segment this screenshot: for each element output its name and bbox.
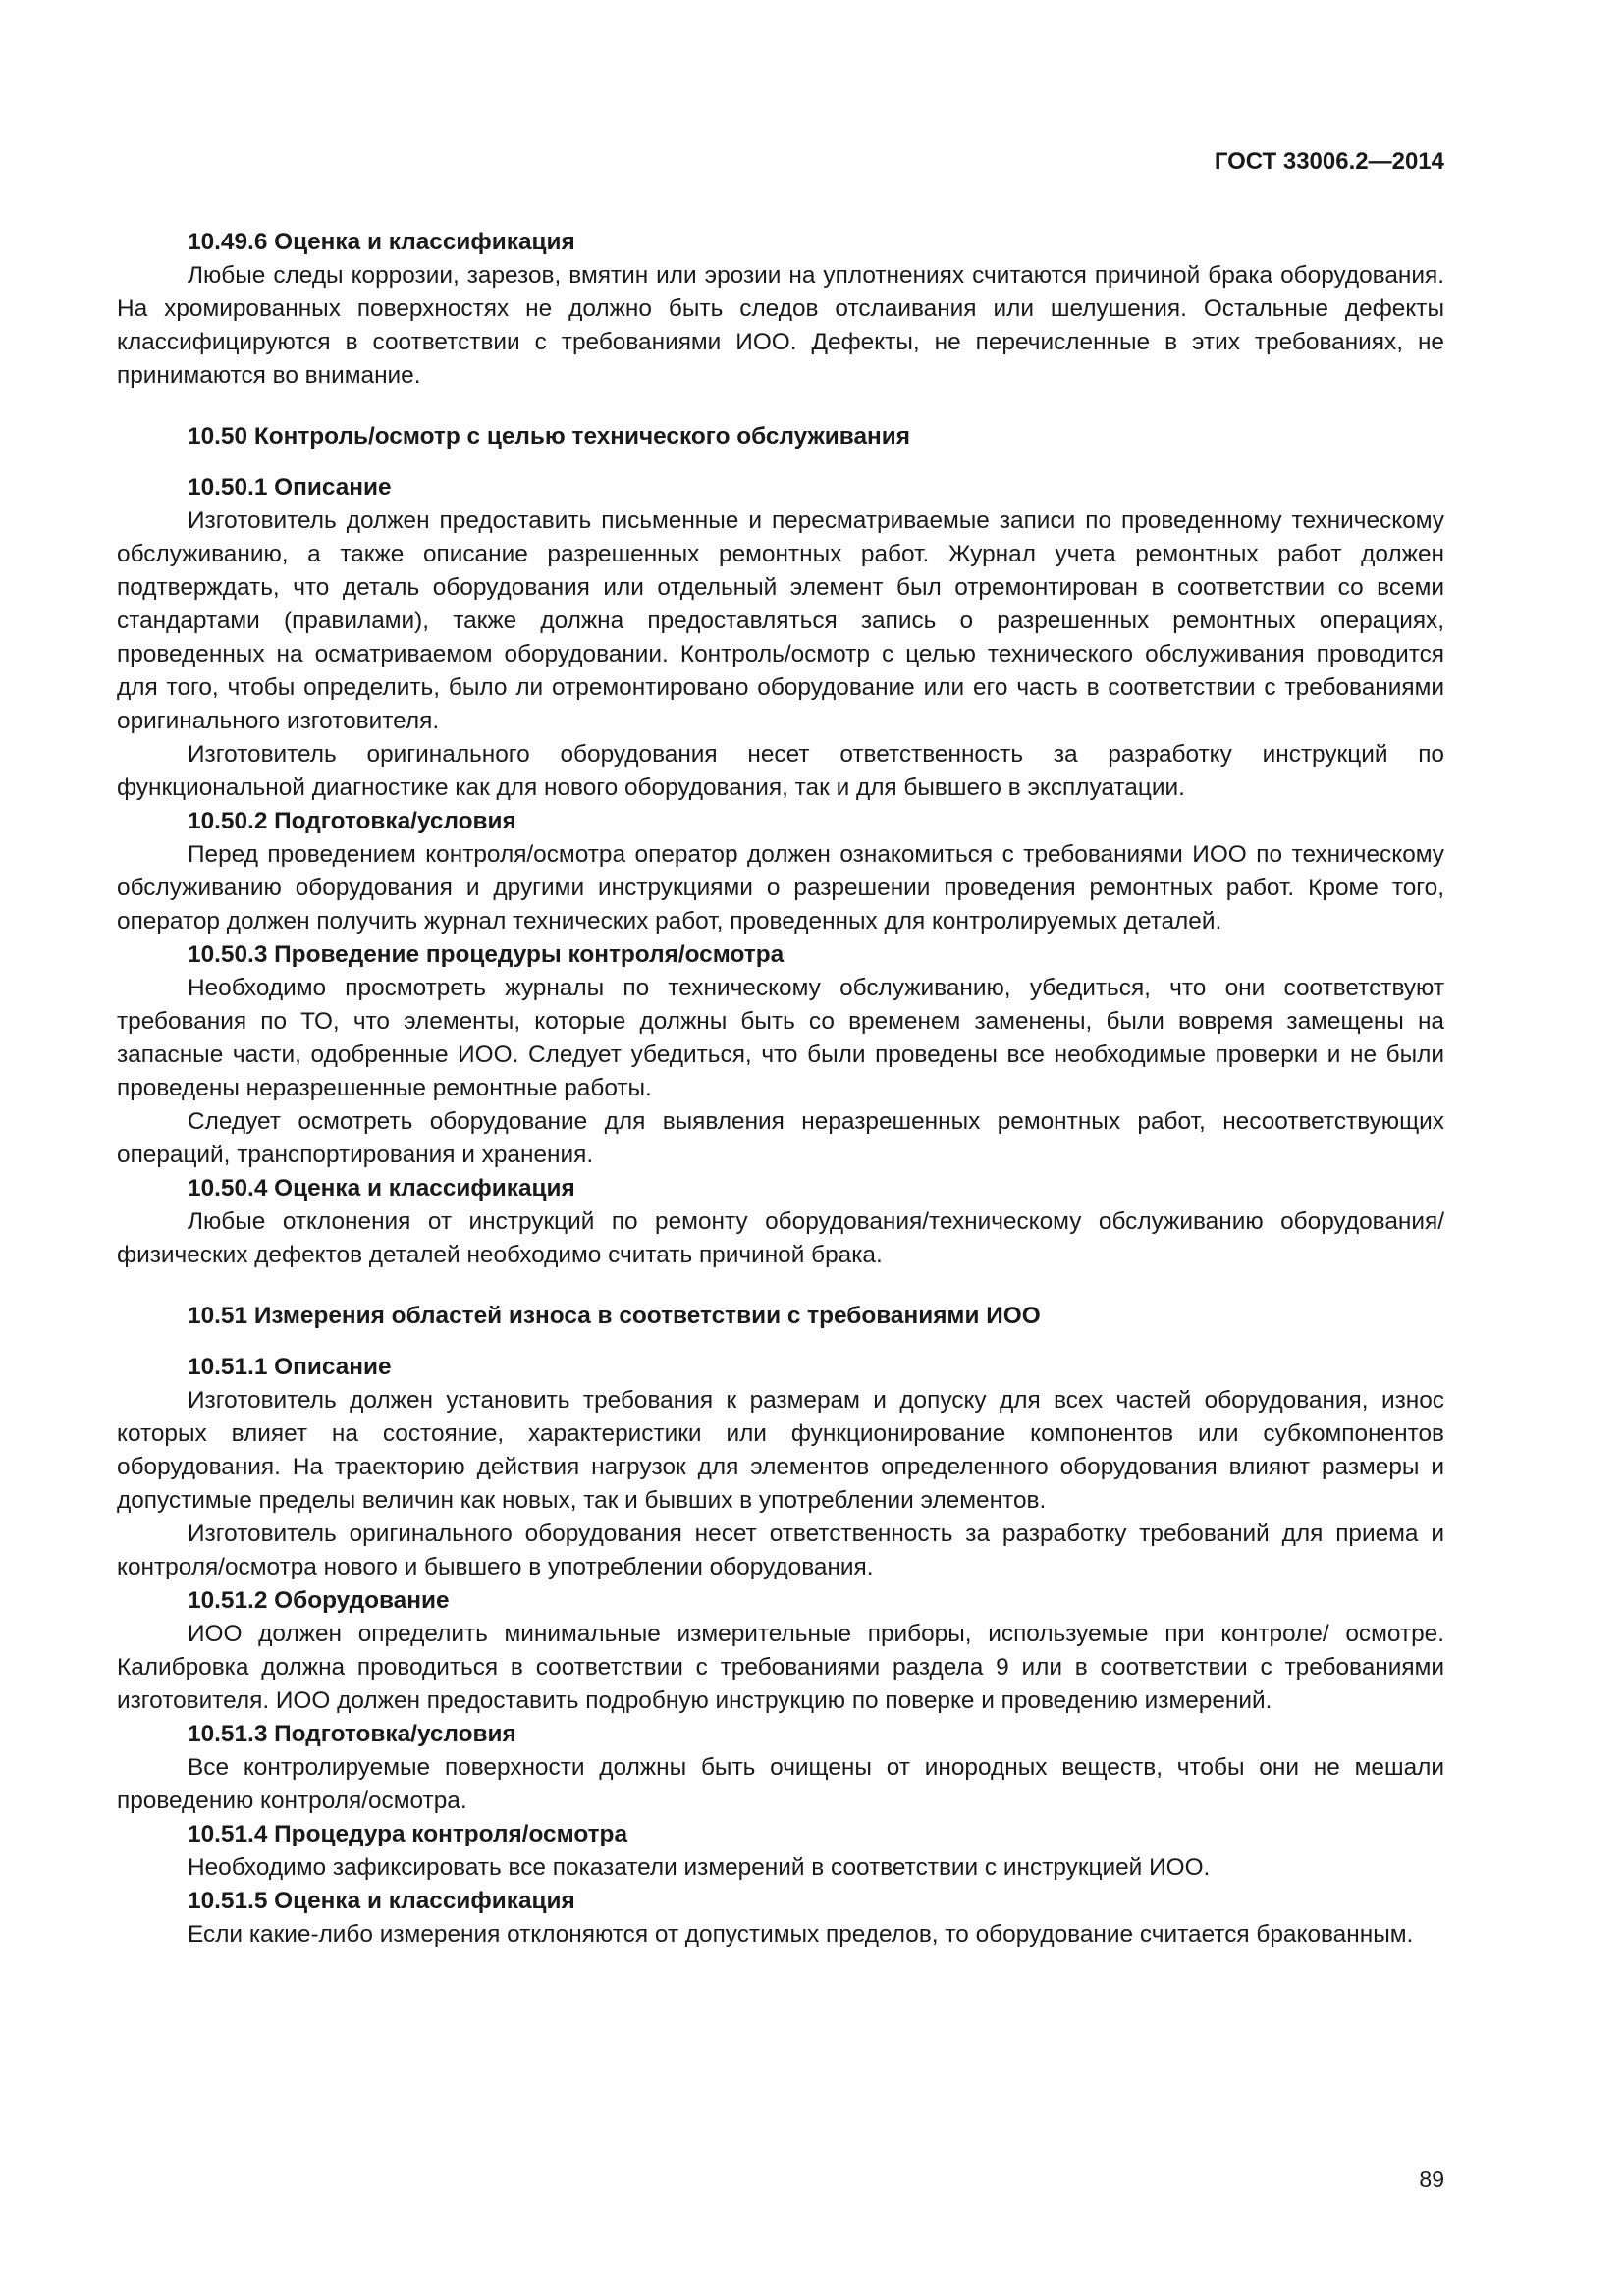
section-heading-10-50-4: 10.50.4 Оценка и классификация: [188, 1175, 575, 1201]
page-number: [117, 2164, 1444, 2194]
paragraph: Изготовитель должен установить требования к размерам и допуску для всех частей оборудования, износ которых влияет на состояние, характеристики или функционирование компонентов или субкомпонентов оборудования. На траекторию действия нагрузок для элементов определенного оборудования влияют размеры и допустимые пределы величин как новых, так и бывших в употреблении элементов.: [117, 1387, 1444, 1514]
paragraph: Любые следы коррозии, зарезов, вмятин или эрозии на уплотнениях считаются причиной брака оборудования. На хромированных поверхностях не должно быть следов отслаивания или шелушения. Остальные дефекты классифицируются в соответствии с требованиями ИОО. Дефекты, не перечисленные в этих требованиях, не принимаются во внимание.: [117, 262, 1444, 389]
section-heading-10-51-1: 10.51.1 Описание: [188, 1354, 392, 1380]
section-heading-10-51-3: 10.51.3 Подготовка/условия: [188, 1721, 516, 1747]
paragraph: Любые отклонения от инструкций по ремонту оборудования/техническому обслуживанию оборудования/физических дефектов деталей необходимо считать причиной брака.: [117, 1208, 1444, 1268]
paragraph: Изготовитель оригинального оборудования несет ответственность за разработку инструкций по функциональной диагностике как для нового оборудования, так и для бывшего в эксплуатации.: [117, 741, 1444, 801]
section-heading-10-50: 10.50 Контроль/осмотр с целью технического обслуживания: [188, 423, 910, 450]
paragraph: Необходимо просмотреть журналы по техническому обслуживанию, убедиться, что они соответствуют требования по ТО, что элементы, которые должны быть со временем заменены, были вовремя замещены на запасные части, одобренные ИОО. Следует убедиться, что были проведены все необходимые проверки и не были проведены неразрешенные ремонтные работы.: [117, 975, 1444, 1101]
page-number-label: 89: [1419, 2166, 1444, 2192]
section-heading-10-51-5: 10.51.5 Оценка и классификация: [188, 1888, 575, 1914]
paragraph: Если какие-либо измерения отклоняются от допустимых пределов, то оборудование считается бракованным.: [188, 1921, 1414, 1948]
section-heading-10-50-2: 10.50.2 Подготовка/условия: [188, 808, 516, 834]
section-heading-10-49-6: 10.49.6 Оценка и классификация: [188, 229, 575, 255]
paragraph: ИОО должен определить минимальные измерительные приборы, используемые при контроле/ осмотре. Калибровка должна проводиться в соответствии с требованиями раздела 9 или в соответствии с требованиями изготовителя. ИОО должен предоставить подробную инструкцию по поверке и проведению измерений.: [117, 1621, 1444, 1714]
paragraph: Необходимо зафиксировать все показатели измерений в соответствии с инструкцией ИОО.: [188, 1854, 1211, 1881]
document-header: [117, 147, 1444, 177]
paragraph: Все контролируемые поверхности должны быть очищены от инородных веществ, чтобы они не мешали проведению контроля/осмотра.: [117, 1754, 1444, 1814]
section-heading-10-51-4: 10.51.4 Процедура контроля/осмотра: [188, 1821, 628, 1847]
section-heading-10-51-2: 10.51.2 Оборудование: [188, 1587, 450, 1614]
section-heading-10-50-3: 10.50.3 Проведение процедуры контроля/осмотра: [188, 941, 785, 968]
paragraph: Перед проведением контроля/осмотра оператор должен ознакомиться с требованиями ИОО по техническому обслуживанию оборудования и другими инструкциями о разрешении проведения ремонтных работ. Кроме того, оператор должен получить журнал технических работ, проведенных для контролируемых деталей.: [117, 841, 1444, 934]
document-body: [117, 226, 1444, 1951]
standard-designation: ГОСТ 33006.2—2014: [1214, 148, 1444, 175]
paragraph: Изготовитель оригинального оборудования несет ответственность за разработку требований для приема и контроля/осмотра нового и бывшего в употреблении оборудования.: [117, 1521, 1444, 1580]
section-heading-10-51: 10.51 Измерения областей износа в соответствии с требованиями ИОО: [188, 1303, 1041, 1329]
paragraph: Изготовитель должен предоставить письменные и пересматриваемые записи по проведенному техническому обслуживанию, а также описание разрешенных ремонтных работ. Журнал учета ремонтных работ должен подтверждать, что деталь оборудования или отдельный элемент был отремонтирован в соответствии со всеми стандартами (правилами), также должна предоставляться запись о разрешенных ремонтных операциях, проведенных на осматриваемом оборудовании. Контроль/осмотр с целью технического обслуживания проводится для того, чтобы определить, было ли отремонтировано оборудование или его часть в соответствии с требованиями оригинального изготовителя.: [117, 507, 1444, 734]
section-heading-10-50-1: 10.50.1 Описание: [188, 474, 392, 501]
paragraph: Следует осмотреть оборудование для выявления неразрешенных ремонтных работ, несоответствующих операций, транспортирования и хранения.: [117, 1108, 1444, 1168]
